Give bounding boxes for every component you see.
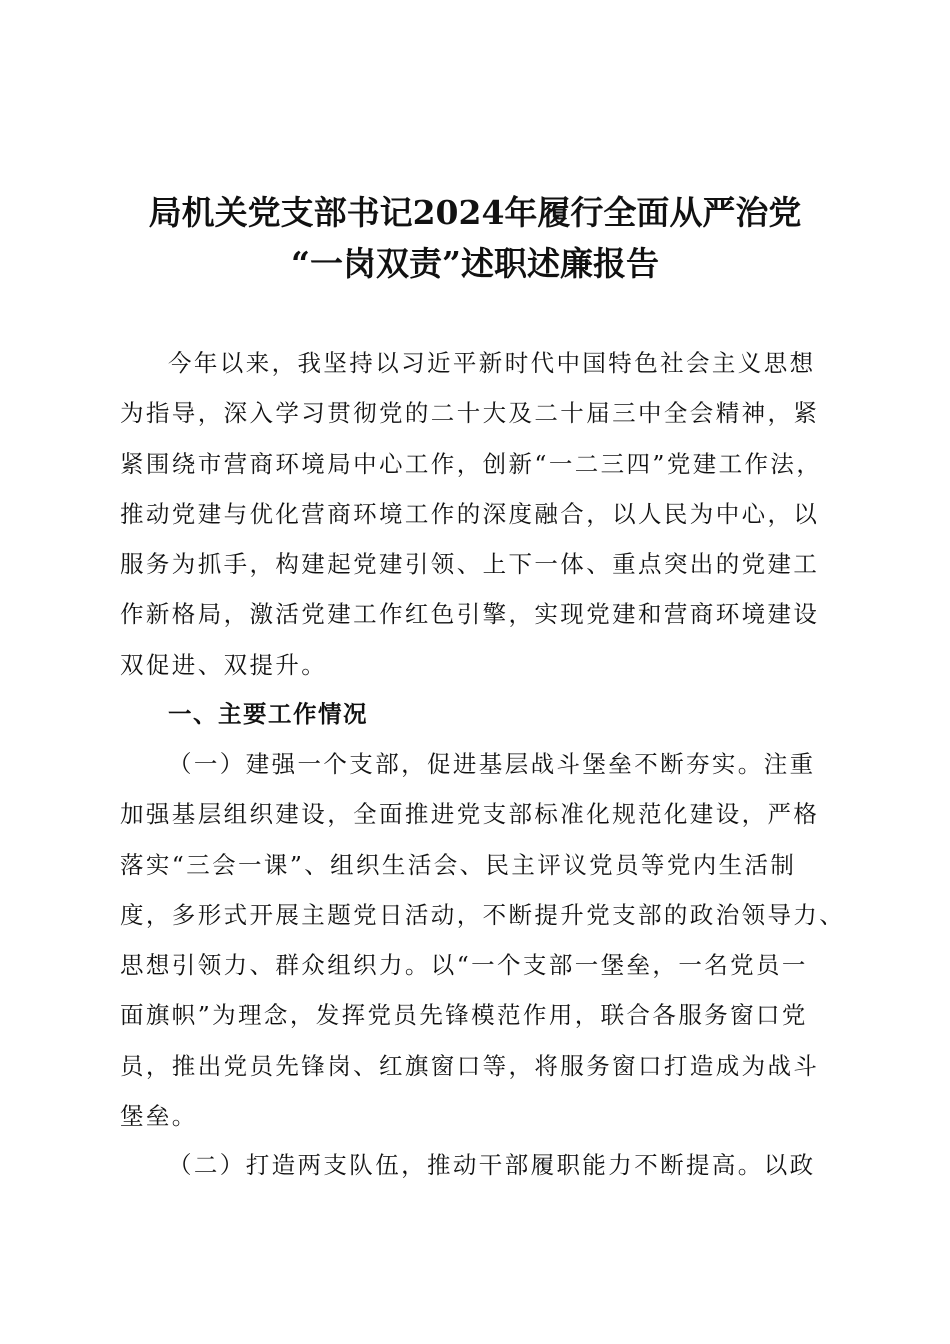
paragraph-section-1 bbox=[120, 739, 846, 1141]
text-line: 面旗帜”为理念，发挥党员先锋模范作用，联合各服务窗口党 bbox=[120, 1001, 808, 1030]
text-line: 服务为抓手，构建起党建引领、上下一体、重点突出的党建工 bbox=[120, 550, 820, 579]
text-line: 为指导，深入学习贯彻党的二十大及二十届三中全会精神，紧 bbox=[120, 399, 820, 428]
text-line: 紧围绕市营商环境局中心工作，创新“一二三四”党建工作法， bbox=[120, 449, 823, 478]
text-line: （一）建强一个支部，促进基层战斗堡垒不断夯实。注重 bbox=[168, 750, 816, 778]
text-line: 推动党建与优化营商环境工作的深度融合，以人民为中心，以 bbox=[120, 499, 820, 528]
document-title-line-2: “一岗双责”述职述廉报告 bbox=[291, 244, 659, 283]
text-line: 双促进、双提升。 bbox=[120, 650, 328, 679]
text-line: 思想引领力、群众组织力。以“一个支部一堡垒，一名党员一 bbox=[120, 951, 808, 980]
section-heading bbox=[120, 689, 840, 739]
text-line: 作新格局，激活党建工作红色引擎，实现党建和营商环境建设 bbox=[120, 600, 820, 629]
document-title-line-1: 局机关党支部书记2024年履行全面从严治党 bbox=[148, 193, 802, 232]
section-heading-text: 一、主要工作情况 bbox=[168, 700, 368, 728]
text-line: 加强基层组织建设，全面推进党支部标准化规范化建设，严格 bbox=[120, 800, 820, 829]
paragraph-intro bbox=[120, 338, 840, 690]
text-line: 今年以来，我坚持以习近平新时代中国特色社会主义思想 bbox=[168, 349, 816, 377]
text-line: 堡垒。 bbox=[120, 1102, 198, 1131]
text-line: 员，推出党员先锋岗、红旗窗口等，将服务窗口打造成为战斗 bbox=[120, 1051, 820, 1080]
text-line: 落实“三会一课”、组织生活会、民主评议党员等党内生活制 bbox=[120, 850, 797, 879]
paragraph-section-2 bbox=[120, 1140, 840, 1190]
text-line: 度，多形式开展主题党日活动，不断提升党支部的政治领导力、 bbox=[120, 900, 846, 929]
text-line: （二）打造两支队伍，推动干部履职能力不断提高。以政 bbox=[168, 1151, 816, 1179]
